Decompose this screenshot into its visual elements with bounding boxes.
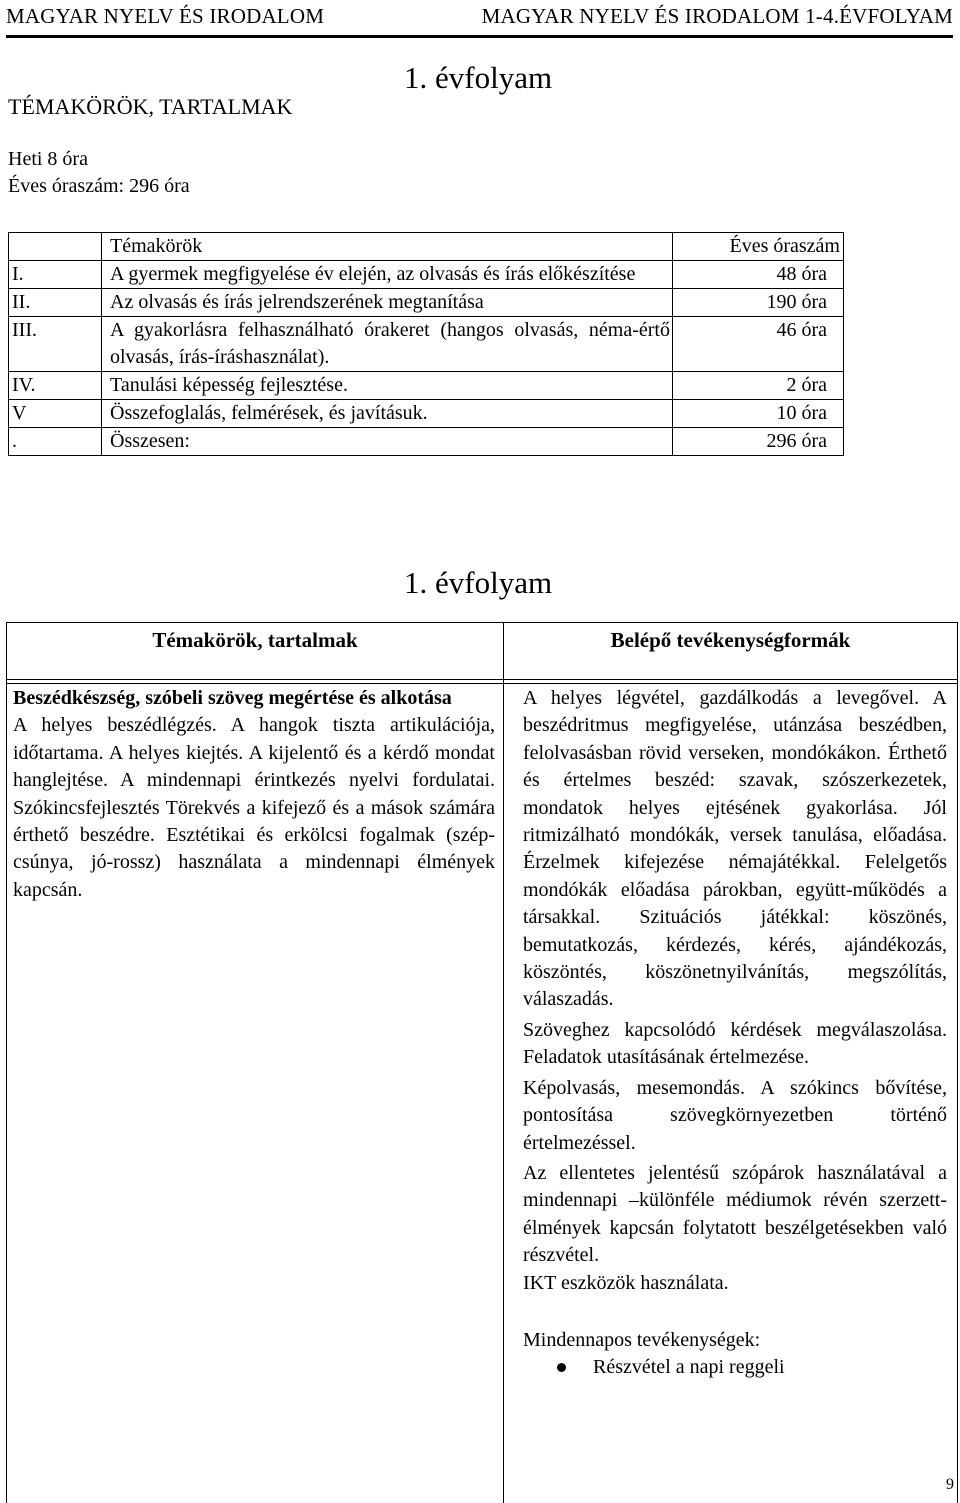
right-column-content	[523, 685, 947, 1382]
row-topic: A gyakorlásra felhasználható órakeret (hangos olvasás, néma-értő olvasás, írás-íráshasználat).	[102, 317, 673, 372]
grade-title: 1. évfolyam	[404, 60, 553, 95]
header-topic: Témakörök	[102, 233, 673, 261]
header-left: MAGYAR NYELV ÉS IRODALOM	[6, 4, 325, 28]
row-hours: 296 óra	[673, 428, 844, 456]
right-paragraph: IKT eszközök használata.	[523, 1271, 729, 1294]
header-rule	[6, 35, 953, 38]
row-num: IV.	[9, 372, 102, 400]
main-table-title: 1. évfolyam	[404, 565, 553, 600]
table-row	[9, 372, 844, 400]
row-hours: 190 óra	[673, 289, 844, 317]
table-row	[9, 289, 844, 317]
weekly-hours: Heti 8 óra	[8, 148, 88, 170]
column-divider	[503, 623, 504, 1503]
right-paragraph: A helyes légvétel, gazdálkodás a levegővel. A beszédritmus megfigyelése, utánzása beszédben, felolvasásban rövid verseken, mondókákon. Érthető és értelmes beszéd: szavak, szószerkezetek, mondatok helyes ejtésének gyakorlása. Jól ritmizálható mondókák, versek tanulása, előadása. Érzelmek kifejezése némajátékkal. Felelgetős mondókák előadása párokban, együtt-működés a társakkal. Szituációs játékkal: köszönés, bemutatkozás, kérdezés, kérés, ajándékozás, köszöntés, köszönetnyilvánítás, megszólítás, válaszadás.	[523, 687, 947, 1011]
row-topic: Az olvasás és írás jelrendszerének megtanítása	[102, 289, 673, 317]
topics-heading: TÉMAKÖRÖK, TARTALMAK	[8, 94, 293, 119]
row-num: III.	[9, 317, 102, 372]
row-num: .	[9, 428, 102, 456]
row-hours: 48 óra	[673, 261, 844, 289]
annual-hours: Éves óraszám: 296 óra	[8, 175, 190, 197]
table-row	[9, 261, 844, 289]
topics-table-header	[9, 233, 844, 261]
topics-table	[8, 232, 844, 456]
right-paragraph: Képolvasás, mesemondás. A szókincs bővítése, pontosítása szövegkörnyezetben történő értelmezéssel.	[523, 1076, 947, 1154]
bullet-icon	[557, 1363, 566, 1372]
row-hours: 10 óra	[673, 400, 844, 428]
row-hours: 46 óra	[673, 317, 844, 372]
left-body-text: A helyes beszédlégzés. A hangok tiszta artikulációja, időtartama. A helyes kiejtés. A kijelentő és a kérdő mondat hanglejtése. A mindennapi érintkezés nyelvi fordulatai. Szókincsfejlesztés Törekvés a kifejező és a mások számára érthető beszédre. Esztétikai és erkölcsi fogalmak (szép-csúnya, jó-rossz) használata a mindennapi élmények kapcsán.	[13, 714, 495, 901]
right-paragraph: Az ellentetes jelentésű szópárok használatával a mindennapi –különféle médiumok révén szerzett- élmények kapcsán folytatott beszélgetésekben való részvétel.	[523, 1161, 947, 1267]
daily-bullet-text: Részvétel a napi reggeli	[593, 1356, 785, 1379]
row-topic: Tanulási képesség fejlesztése.	[102, 372, 673, 400]
list-item	[523, 1354, 947, 1381]
daily-activities-label: Mindennapos tevékenységek:	[523, 1328, 761, 1351]
header-hours: Éves óraszám	[673, 233, 844, 261]
table-row	[9, 317, 844, 372]
table-row	[9, 428, 844, 456]
header-divider	[7, 679, 957, 680]
row-num: I.	[9, 261, 102, 289]
main-table	[6, 622, 958, 1503]
left-column-content	[13, 685, 495, 904]
right-paragraph: Szöveghez kapcsolódó kérdések megválaszolása. Feladatok utasításának értelmezése.	[523, 1018, 947, 1069]
table-row	[9, 400, 844, 428]
row-topic: Összefoglalás, felmérések, és javításuk.	[102, 400, 673, 428]
row-num: V	[9, 400, 102, 428]
left-subheading: Beszédkészség, szóbeli szöveg megértése és alkotása	[13, 687, 452, 709]
row-num: II.	[9, 289, 102, 317]
row-topic: Összesen:	[102, 428, 673, 456]
col-left-heading: Témakörök, tartalmak	[152, 628, 358, 652]
row-topic: A gyermek megfigyelése év elején, az olvasás és írás előkészítése	[102, 261, 673, 289]
header-right: MAGYAR NYELV ÉS IRODALOM 1-4.ÉVFOLYAM	[481, 4, 953, 28]
header-divider-double	[7, 683, 957, 684]
col-right-heading: Belépő tevékenységformák	[610, 628, 851, 652]
page-number: 9	[946, 1476, 954, 1493]
row-hours: 2 óra	[673, 372, 844, 400]
